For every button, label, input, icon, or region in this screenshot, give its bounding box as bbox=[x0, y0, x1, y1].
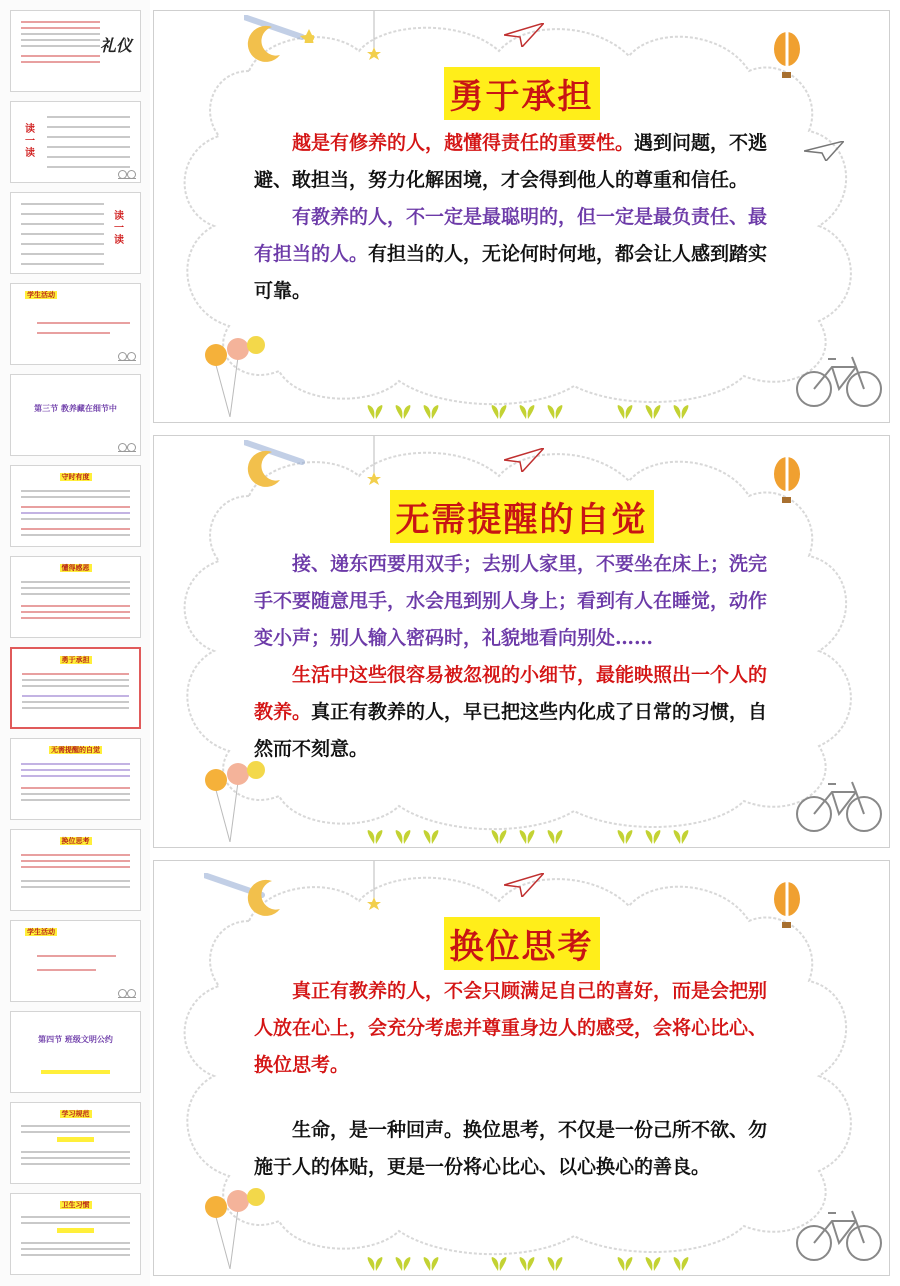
emphasis-text: 越是有修养的人，越懂得责任的重要性。 bbox=[292, 132, 635, 154]
moon-icon bbox=[242, 875, 286, 919]
body-text: 生命，是一种回声。换位思考，不仅是一份己所不欲、勿施于人的体贴，更是一份将心比心、以心换心的善良。 bbox=[254, 1119, 768, 1178]
body-text: 遇到问题，不逃避、敢担当，努力化解困境，才会得到他人的尊重和信任。 bbox=[254, 132, 768, 191]
slide-thumbnail-13[interactable] bbox=[10, 1102, 141, 1184]
moon-icon bbox=[242, 446, 286, 490]
sprouts-decoration bbox=[364, 399, 704, 421]
slide-title: 勇于承担 bbox=[154, 67, 889, 120]
slide-thumbnail-4[interactable] bbox=[10, 283, 141, 365]
hanging-star-icon bbox=[364, 861, 384, 911]
thumb-title: 第三节 教养藏在细节中 bbox=[34, 404, 117, 413]
slide-thumbnail-10[interactable] bbox=[10, 829, 141, 911]
bicycle-icon bbox=[794, 349, 884, 409]
paper-plane-icon bbox=[504, 23, 544, 47]
slide-thumbnail-11[interactable] bbox=[10, 920, 141, 1002]
slide-panel-1[interactable] bbox=[153, 10, 890, 423]
slide-panel-2[interactable] bbox=[153, 435, 890, 848]
slide-body bbox=[254, 125, 776, 310]
thumb-title: 无需提醒的自觉 bbox=[51, 746, 100, 754]
thumb-title: 学生活动 bbox=[27, 928, 55, 936]
thumb-title: 勇于承担 bbox=[61, 656, 90, 664]
thumb-title: 守时有度 bbox=[61, 473, 90, 481]
slide-thumbnail-5[interactable] bbox=[10, 374, 141, 456]
emphasis-text: 有教养的人，不一定是最聪明的，但一定是最负责任、最有担当的人。 bbox=[254, 206, 768, 265]
balloons-icon bbox=[200, 1179, 270, 1269]
paper-plane-icon bbox=[504, 448, 544, 472]
sprouts-decoration bbox=[364, 824, 704, 846]
slide-thumbnail-1[interactable] bbox=[10, 10, 141, 92]
thumb-title: 学习规范 bbox=[61, 1110, 90, 1118]
thumb-title: 第四节 班级文明公约 bbox=[38, 1035, 113, 1044]
slide-thumbnail-9[interactable] bbox=[10, 738, 141, 820]
moon-icon bbox=[242, 21, 286, 65]
thumb-title: 卫生习惯 bbox=[61, 1201, 90, 1209]
slide-title: 换位思考 bbox=[154, 917, 889, 970]
thumb-title: 礼仪 bbox=[99, 36, 132, 55]
thumb-title: 换位思考 bbox=[61, 837, 90, 845]
body-text: 有担当的人，无论何时何地，都会让人感到踏实可靠。 bbox=[254, 243, 768, 302]
paper-plane-icon bbox=[804, 141, 844, 161]
emphasis-text: 真正有教养的人，不会只顾满足自己的喜好，而是会把别人放在心上，会充分考虑并尊重身边人的感受，会将心比心、换位思考。 bbox=[254, 980, 768, 1076]
bicycle-icon bbox=[794, 774, 884, 834]
slide-thumbnail-3[interactable] bbox=[10, 192, 141, 274]
slide-thumbnail-12[interactable] bbox=[10, 1011, 141, 1093]
slide-thumbnail-8-active[interactable] bbox=[10, 647, 141, 729]
balloons-icon bbox=[200, 327, 270, 417]
slide-thumbnail-7[interactable] bbox=[10, 556, 141, 638]
slide-title: 无需提醒的自觉 bbox=[154, 490, 889, 543]
slide-thumbnail-6[interactable] bbox=[10, 465, 141, 547]
slide-thumbnail-panel bbox=[0, 0, 150, 1286]
slide-body bbox=[254, 546, 776, 768]
emphasis-text: 接、递东西要用双手；去别人家里，不要坐在床上；洗完手不要随意甩手，水会甩到别人身上；看到有人在睡觉，动作变小声；别人输入密码时，礼貌地看向别处…… bbox=[254, 553, 768, 649]
slide-thumbnail-14[interactable] bbox=[10, 1193, 141, 1275]
hanging-star-icon bbox=[364, 11, 384, 61]
sprouts-decoration bbox=[364, 1251, 704, 1273]
hanging-star-icon bbox=[364, 436, 384, 486]
thumb-title: 学生活动 bbox=[27, 291, 55, 299]
thumb-title: 读一读 bbox=[25, 124, 35, 159]
bicycle-icon bbox=[794, 1203, 884, 1263]
slide-body bbox=[254, 973, 776, 1186]
body-text: 真正有教养的人，早已把这些内化成了日常的习惯，自然而不刻意。 bbox=[254, 701, 768, 760]
paper-plane-icon bbox=[504, 873, 544, 897]
slide-panel-3[interactable] bbox=[153, 860, 890, 1276]
thumb-title: 懂得感恩 bbox=[61, 564, 90, 572]
slide-thumbnail-2[interactable] bbox=[10, 101, 141, 183]
thumb-title: 读一读 bbox=[114, 211, 124, 246]
emphasis-text: 生活中这些很容易被忽视的小细节，最能映照出一个人的教养。 bbox=[254, 664, 768, 723]
